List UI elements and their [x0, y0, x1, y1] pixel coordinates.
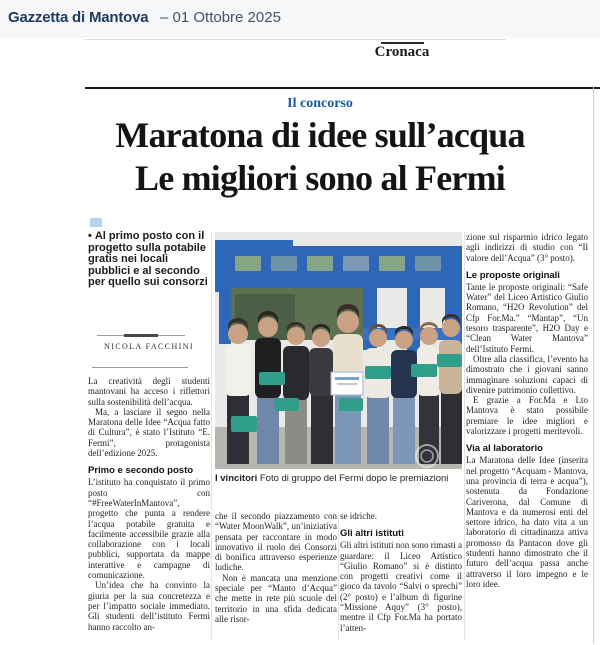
photo-caption: [215, 473, 462, 484]
paragraph: Ma, a lasciare il segno nella Maratona delle Idee “Acqua fatto di Cultura”, è stato l’Istituto “E. Fermi”, protagonista dell’edizione 2025.: [88, 406, 210, 459]
column-rule-2: [338, 511, 339, 640]
section-title: Cronaca: [374, 44, 430, 60]
paragraph: che il secondo piazzamento con “Water MoonWalk”, un’iniziativa pensata per raccontare in modo innovativo il ruolo dei Consorzi di bonifica attraverso esperienze ludiche.: [215, 511, 337, 573]
caption-label: I vincitori: [215, 473, 258, 484]
article-column-3: [340, 511, 462, 633]
paragraph: Non è mancata una menzione speciale per “Manto d’Acqua” che mette in rete più scuole del territorio in una sfida dedicata alle risor-: [215, 572, 337, 624]
column-rule-1: [211, 232, 212, 640]
paragraph: Oltre alla classifica, l’evento ha dimostrato che i giovani sanno immaginare soluzioni capaci di divenire patrimonio collettivo.: [466, 353, 588, 395]
article-standfirst: [88, 231, 208, 289]
issue-date: – 01 Ottobre 2025: [160, 9, 281, 26]
page-right-rule: [593, 87, 594, 644]
headline-line-2: Le migliori sono al Fermi: [135, 158, 505, 198]
byline-rule-bottom: [92, 367, 188, 368]
article-kicker: Il concorso: [287, 96, 353, 111]
newspaper-page: [0, 38, 600, 645]
source-title[interactable]: Gazzetta di Mantova: [8, 9, 149, 26]
column-rule-3: [464, 232, 465, 640]
viewer-header: [0, 0, 600, 38]
article-column-1: [88, 376, 210, 632]
paragraph: E grazie a For.Ma e Lto Mantova è stato possibile premiare le idee migliori e valorizzare i progetti meritevoli.: [466, 395, 588, 437]
paragraph: zione sul risparmio idrico legato agli indirizzi di studio con “Il valore dell’Acqua” (3° posto).: [466, 232, 588, 263]
article-column-4: [466, 232, 588, 589]
subheading: Le proposte originali: [466, 269, 560, 281]
article-column-2: [215, 511, 337, 624]
paragraph: Un’idea che ha convinto la giuria per la sua concretezza e per l’impatto sociale immediato. Gli studenti dell’istituto Fermi hanno raccolto an-: [88, 580, 210, 632]
standfirst-text: Al primo posto con il progetto sulla potabile gratis nei locali pubblici e al secondo per quello sui consorzi: [88, 230, 208, 288]
subheading: Via al laboratorio: [466, 443, 543, 455]
byline: NICOLA FACCHINI: [104, 342, 194, 351]
headline-line-1: Maratona di idee sull’acqua: [115, 115, 525, 155]
students-group: [225, 304, 462, 464]
paragraph: Tante le proposte originali: “Safe Water” del Liceo Artistico Giulio Romano, “H2O Revolution” del Cfp For.Ma.” “Mantap”, “Un tesoro trasparente”, H2O Day e “Clean Water Mantova” dell’Istituto Fermi.: [466, 281, 588, 354]
byline-rule-thick: [124, 334, 158, 337]
article-photo: [215, 232, 462, 469]
paragraph: La creatività degli studenti mantovani ha acceso i riflettori sulla sostenibilità dell’acqua.: [88, 376, 210, 407]
subheading: Primo e secondo posto: [88, 465, 194, 477]
page-top-edge: [85, 39, 506, 40]
standfirst-marker: [90, 218, 102, 227]
masthead-rule: [85, 87, 600, 89]
paragraph: L’istituto ha conquistato il primo posto con “#FreeWaterInMantova”, progetto che punta a rendere l’acqua potabile gratuita e facilmente accessibile grazie alla collaborazione con i locali pubblici, supportata da mappe interattive e campagne di comunicazione.: [88, 477, 210, 581]
paragraph: se idriche.: [340, 511, 377, 521]
bullet-icon: •: [88, 230, 92, 242]
article-headline: [78, 114, 562, 200]
paragraph: Gli altri istituti non sono rimasti a guardare: il Liceo Artistico “Giulio Romano” si è distinto con progetti creativi come il gioco da tavolo “Salvi o sprechi” (2° posto) e l’album di figurine “Missione Aquy” (3° posto), mentre il Cfp For.Ma ha portato l’atten-: [340, 540, 462, 633]
caption-text: Foto di gruppo del Fermi dopo le premiazioni: [259, 473, 449, 484]
paragraph: La Maratona delle Idee (inserita nel progetto “Acquam - Mantova, una provincia di terra e acqua”), sostenuta da Fondazione Cariverona, dal Comune di Mantova e da numerosi enti del settore idrico, ha dato vita a un laboratorio di cittadinanza attiva promosso da Pantacon dove gli studenti hanno dimostrato che il futuro dell’acqua passa anche attraverso il loro impegno e le loro idee.: [466, 455, 588, 589]
subheading: Gli altri istituti: [340, 528, 404, 540]
